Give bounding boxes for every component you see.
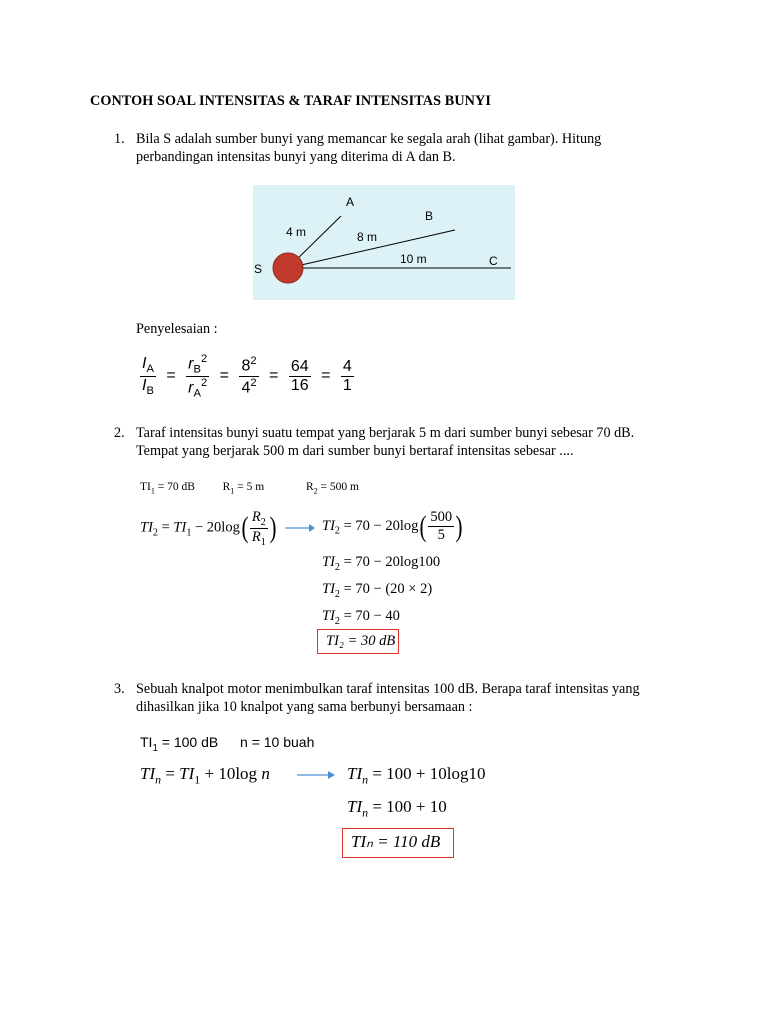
question-2-number: 2. (114, 425, 125, 441)
question-1-number: 1. (114, 131, 125, 147)
q3-TI1-val: = 100 dB (157, 734, 219, 750)
question-1-line-1: Bila S adalah sumber bunyi yang memancar ke segala arah (lihat gambar). Hitung (136, 131, 602, 147)
question-1-line-2: perbandingan intensitas bunyi yang diterima di A dan B. (136, 149, 456, 165)
question-2-given (140, 481, 359, 495)
fraction-IA-IB (140, 355, 156, 396)
given-R2-sym: R (305, 481, 314, 493)
num-64: 64 (290, 357, 309, 375)
q3-TI1-sym: TI (140, 734, 153, 750)
given-n: n = 10 buah (240, 734, 315, 750)
given-TI1-sub: 1 (150, 486, 155, 496)
equals-1: = (166, 367, 176, 385)
given-TI1-val: = 70 dB (154, 481, 195, 493)
IB-sub: B (146, 384, 154, 397)
num-16: 16 (290, 376, 309, 394)
arrow-icon-2 (297, 770, 335, 780)
given-TI1-q3 (140, 734, 219, 754)
arrow-icon (285, 523, 315, 533)
question-3-text (136, 680, 716, 716)
num-8: 8 (241, 357, 251, 375)
given-TI1-sym: TI (140, 481, 151, 493)
source-S-circle (273, 253, 303, 283)
distance-C-label: 10 m (400, 252, 427, 266)
IB-symbol: I (142, 376, 147, 394)
question-2-text (136, 424, 716, 460)
q3-TI1-sub: 1 (152, 742, 158, 754)
question-3-line-2: dihasilkan jika 10 knalpot yang sama berbunyi bersamaan : (136, 699, 473, 715)
formula-TI2-step4: $TI_2 = 70 - 40$ (322, 608, 400, 627)
num-8-sup: 2 (250, 355, 257, 368)
solution-label: Penyelesaian : (136, 321, 218, 337)
distance-A-label: 4 m (286, 225, 307, 239)
given-R2-sub: 2 (313, 486, 318, 496)
rB-symbol: r (188, 355, 194, 373)
formula-TIn-step2: $TI_n = 100 + 10$ (347, 797, 447, 820)
diagram-svg (253, 185, 515, 300)
question-1-text (136, 130, 696, 166)
sound-source-diagram (253, 185, 515, 300)
given-R1-sub: 1 (230, 486, 235, 496)
formula-TI2-step1: $TI_2 = 70 - 20\log$( $\frac{500}{5}$ ) (322, 509, 463, 543)
answer-2-text: TI₂ = 30 dB (326, 633, 396, 649)
formula-TI2-step2: $TI_2 = 70 - 20\log 100$ (322, 554, 441, 573)
given-R1 (222, 481, 265, 496)
rA-sub: A (193, 387, 201, 400)
fraction-8sq-4sq (239, 355, 258, 397)
equals-2: = (219, 367, 229, 385)
given-TI1 (140, 481, 195, 496)
question-2-line-2: Tempat yang berjarak 500 m dari sumber bunyi bertaraf intensitas sebesar .... (136, 443, 574, 459)
answer-2-box (317, 629, 399, 654)
num-1: 1 (342, 376, 352, 394)
formula-TI2-step3: $TI_2 = 70 - (20 \times 2)$ (322, 581, 433, 600)
fraction-rB-rA (186, 353, 209, 399)
equals-4: = (321, 367, 331, 385)
formula-TI2-general: $TI_2 = TI_1 - 20\log$( $\frac{R_2}{R_1}$ ) (140, 509, 277, 548)
equals-3: = (269, 367, 279, 385)
num-4-sup: 2 (250, 376, 257, 389)
label-B: B (425, 209, 434, 223)
num-4b: 4 (342, 357, 352, 375)
label-A: A (346, 195, 355, 209)
rB-sup: 2 (200, 353, 208, 365)
answer-3-box (342, 828, 454, 858)
answer-3-text: TIₙ = 110 dB (351, 832, 441, 851)
page-title: CONTOH SOAL INTENSITAS & TARAF INTENSITAS BUNYI (90, 93, 491, 109)
IA-symbol: I (142, 355, 147, 373)
given-R1-val: = 5 m (234, 481, 265, 493)
question-3-line-1: Sebuah knalpot motor menimbulkan taraf intensitas 100 dB. Berapa taraf intensitas yang (136, 681, 640, 697)
IA-sub: A (146, 363, 154, 376)
fraction-4-1 (341, 358, 354, 395)
question-3-number: 3. (114, 681, 125, 697)
given-R2-val: = 500 m (317, 481, 359, 493)
formula-TIn-general: $TI_n = TI_1 + 10\log$ n (140, 764, 270, 787)
question-2-line-1: Taraf intensitas bunyi suatu tempat yang berjarak 5 m dari sumber bunyi sebesar 70 dB. (136, 425, 635, 441)
formula-intensity-ratio (140, 353, 354, 399)
question-3-given (140, 734, 314, 754)
distance-B-label: 8 m (357, 230, 378, 244)
rA-symbol: r (188, 378, 194, 396)
formula-TIn-step1: $TI_n = 100 + 10\log 10$ (347, 764, 486, 787)
num-4: 4 (241, 378, 251, 396)
rB-sub: B (193, 363, 201, 376)
fraction-64-16 (289, 358, 311, 395)
label-S: S (254, 262, 263, 276)
given-R1-sym: R (222, 481, 231, 493)
given-R2 (305, 481, 359, 496)
rA-sup: 2 (200, 376, 208, 389)
label-C: C (489, 254, 498, 268)
